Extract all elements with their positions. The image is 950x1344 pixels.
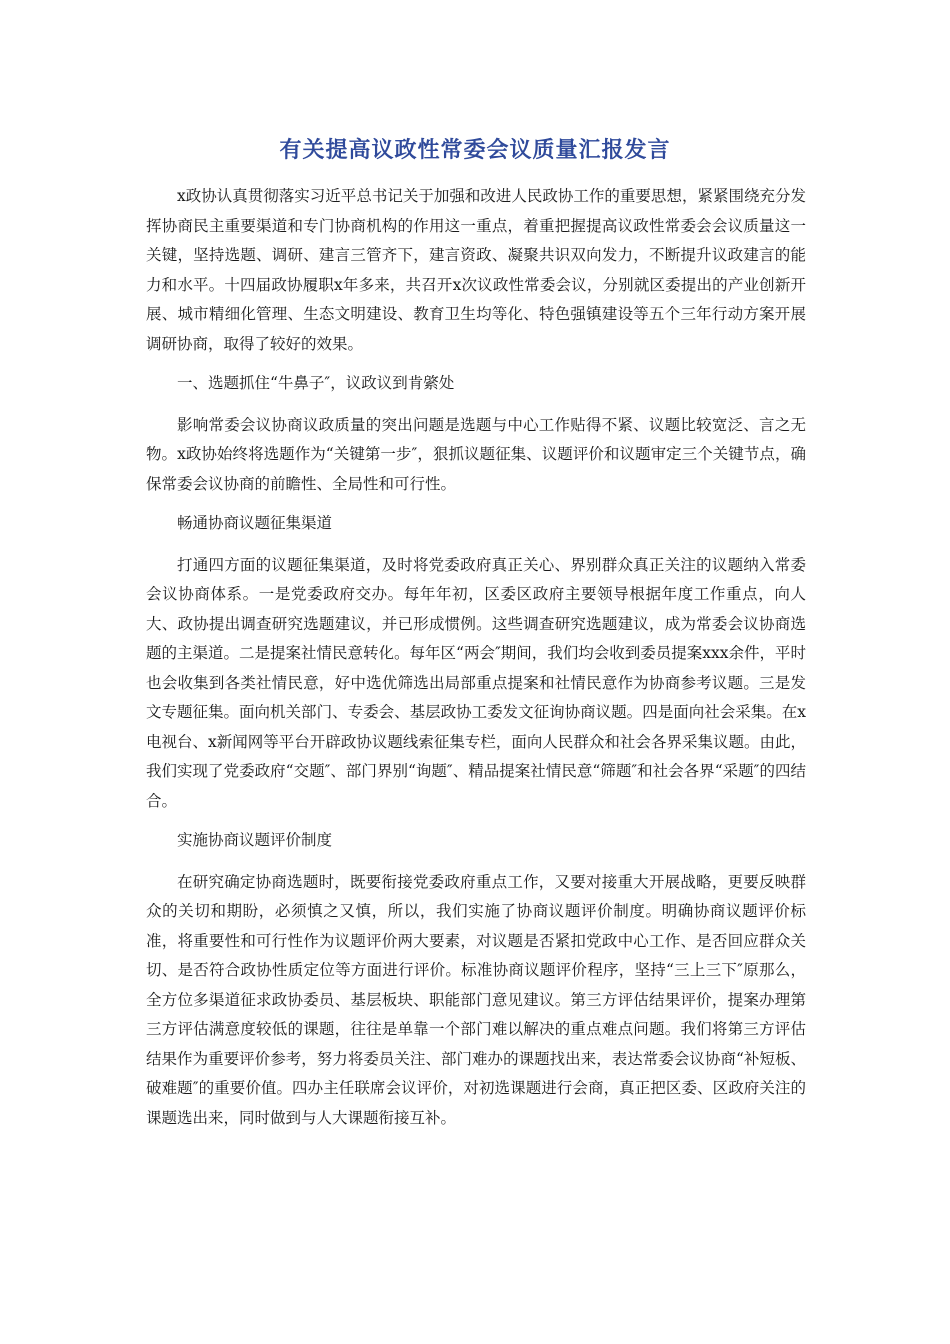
body-paragraph: 影响常委会议协商议政质量的突出问题是选题与中心工作贴得不紧、议题比较宽泛、言之无物。x政协始终将选题作为“关键第一步″，狠抓议题征集、议题评价和议题审定三个关键节点，确保常委会议协商的前瞻性、全局性和可行性。 <box>146 415 806 493</box>
intro-paragraph: x政协认真贯彻落实习近平总书记关于加强和改进人民政协工作的重要思想，紧紧围绕充分发挥协商民主重要渠道和专门协商机构的作用这一重点，着重把握提高议政性常委会会议质量这一关键，坚持选题、调研、建言三管齐下，建言资政、凝聚共识双向发力，不断提升议政建言的能力和水平。十四届政协履职x年多来，共召开x次议政性常委会议，分别就区委提出的产业创新开展、城市精细化管理、生态文明建设、教育卫生均等化、特色强镇建设等五个三年行动方案开展调研协商，取得了较好的效果。 <box>146 187 806 353</box>
body-paragraph: 打通四方面的议题征集渠道，及时将党委政府真正关心、界别群众真正关注的议题纳入常委会议协商体系。一是党委政府交办。每年年初，区委区政府主要领导根据年度工作重点，向人大、政协提出调查研究选题建议，并已形成惯例。这些调查研究选题建议，成为常委会议协商选题的主渠道。二是提案社情民意转化。每年区“两会″期间，我们均会收到委员提案xxx余件，平时也会收集到各类社情民意，好中选优筛选出局部重点提案和社情民意作为协商参考议题。三是发文专题征集。面向机关部门、专委会、基层政协工委发文征询协商议题。四是面向社会采集。在x电视台、x新闻网等平台开辟政协议题线索征集专栏，面向人民群众和社会各界采集议题。由此，我们实现了党委政府“交题″、部门界别“询题″、精品提案社情民意“筛题″和社会各界“采题″的四结合。 <box>146 555 806 810</box>
body-paragraph: 在研究确定协商选题时，既要衔接党委政府重点工作，又要对接重大开展战略，更要反映群众的关切和期盼，必须慎之又慎，所以，我们实施了协商议题评价制度。明确协商议题评价标准，将重要性和可行性作为议题评价两大要素，对议题是否紧扣党政中心工作、是否回应群众关切、是否符合政协性质定位等方面进行评价。标准协商议题评价程序，坚持“三上三下″原那么，全方位多渠道征求政协委员、基层板块、职能部门意见建议。第三方评估结果评价，提案办理第三方评估满意度较低的课题，往往是单靠一个部门难以解决的重点难点问题。我们将第三方评估结果作为重要评价参考，努力将委员关注、部门难办的课题找出来，表达常委会议协商“补短板、破难题″的重要价值。四办主任联席会议评价，对初选课题进行会商，真正把区委、区政府关注的课题选出来，同时做到与人大课题衔接互补。 <box>146 872 806 1127</box>
document-body <box>146 182 806 1143</box>
document-title: 有关提高议政性常委会议质量汇报发言 <box>279 138 671 163</box>
section-heading-1: 一、选题抓住“牛鼻子″，议政议到肯綮处 <box>177 374 455 392</box>
subsection-heading-evaluation: 实施协商议题评价制度 <box>177 831 333 849</box>
subsection-heading-collection: 畅通协商议题征集渠道 <box>177 514 333 532</box>
